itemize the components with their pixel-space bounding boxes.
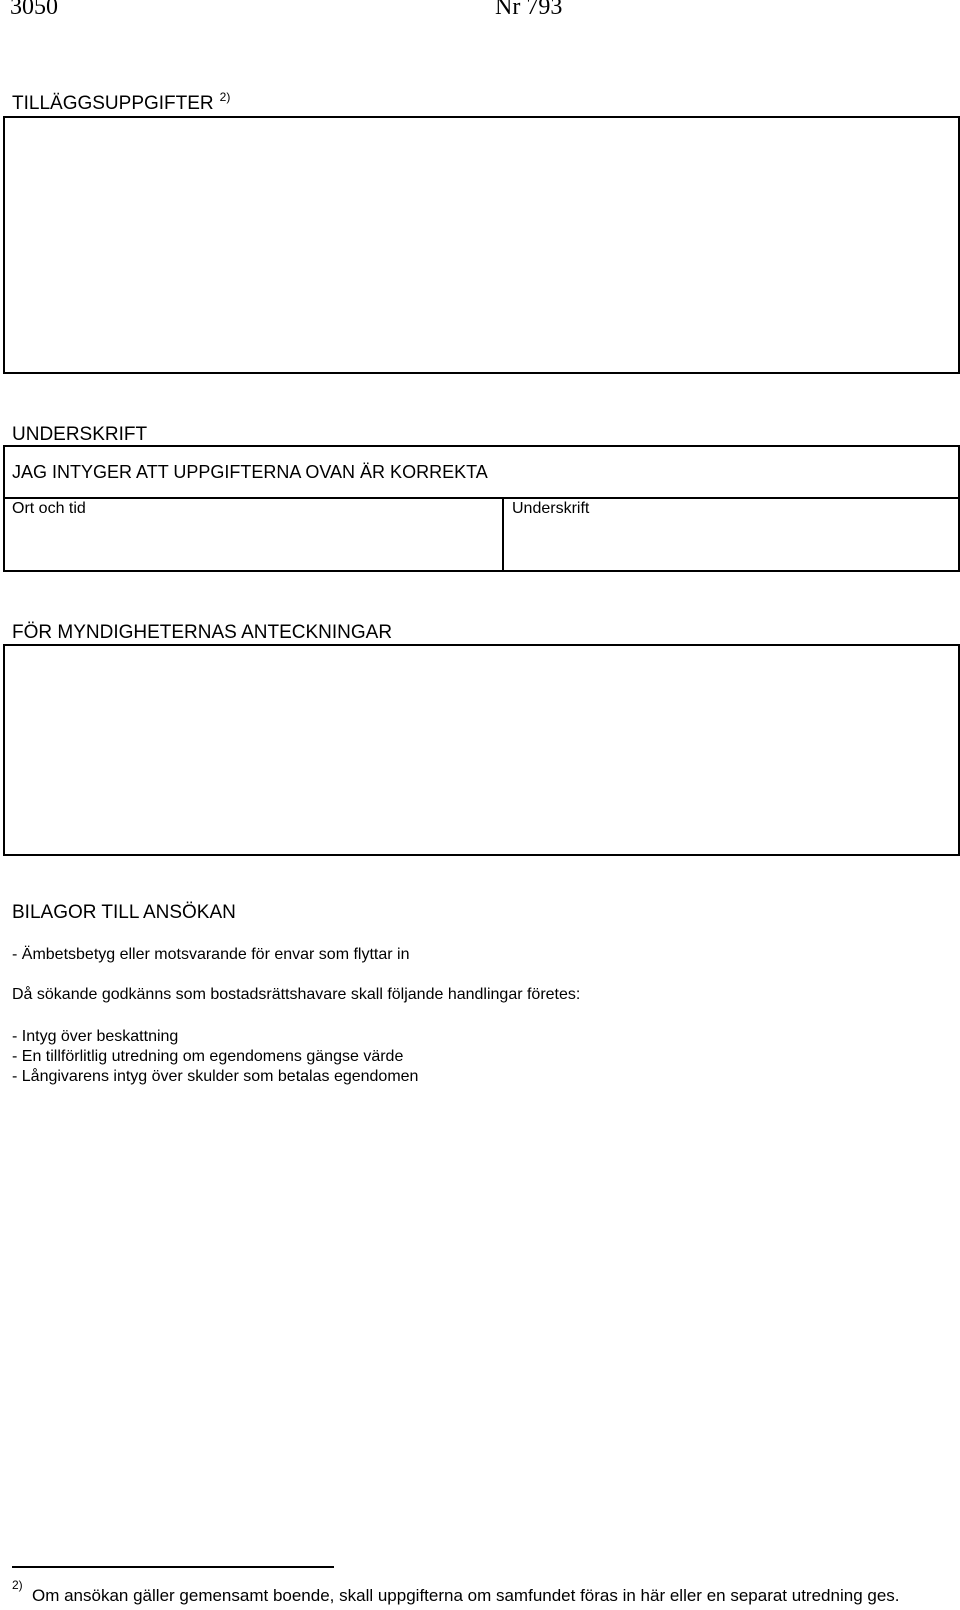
issue-number: Nr 793 [495, 0, 563, 20]
signature-section-title: UNDERSKRIFT [12, 424, 148, 445]
list-item: - Långivarens intyg över skulder som betalas egendomen [12, 1068, 419, 1085]
attachments-title: BILAGOR TILL ANSÖKAN [12, 902, 236, 923]
additional-info-title-text: TILLÄGGSUPPGIFTER [12, 93, 214, 114]
authority-notes-title: FÖR MYNDIGHETERNAS ANTECKNINGAR [12, 622, 393, 643]
list-item: - Intyg över beskattning [12, 1028, 179, 1045]
footnote-reference: 2) [219, 90, 231, 104]
required-documents-list [12, 1027, 418, 1087]
signature-divider [5, 497, 958, 499]
place-time-label: Ort och tid [12, 500, 86, 517]
signature-field[interactable] [506, 521, 958, 569]
footnote-text: Om ansökan gäller gemensamt boende, skall uppgifterna om samfundet föras in här eller en separat utredning ges. [32, 1586, 900, 1605]
page-number: 3050 [10, 0, 58, 20]
attachments-intro: Då sökande godkänns som bostadsrättshavare skall följande handlingar företes: [12, 986, 581, 1003]
additional-info-textarea[interactable] [3, 116, 960, 374]
footnote-marker: 2) [12, 1578, 23, 1592]
additional-info-title [12, 90, 231, 115]
list-item: - En tillförlitlig utredning om egendomens gängse värde [12, 1048, 404, 1065]
footnote-separator [12, 1566, 334, 1568]
signature-declaration: JAG INTYGER ATT UPPGIFTERNA OVAN ÄR KORREKTA [12, 462, 488, 482]
attachment-item-certificate: - Ämbetsbetyg eller motsvarande för envar som flyttar in [12, 946, 410, 963]
authority-notes-box [3, 644, 960, 856]
signature-column-divider [502, 498, 504, 570]
signature-box [3, 445, 960, 572]
place-time-field[interactable] [7, 521, 500, 569]
signature-label: Underskrift [512, 500, 590, 517]
